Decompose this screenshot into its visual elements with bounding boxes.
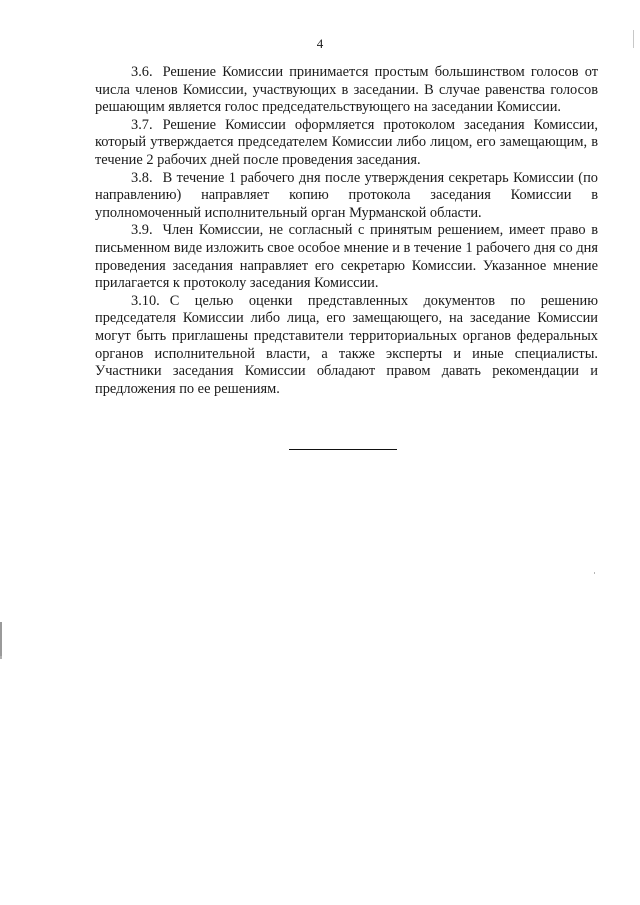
paragraph-text: В течение 1 рабочего дня после утверждения секретарь Комиссии (по направлению) направляет копию протокола заседания Комиссии в уполномоченный исполнительный орган Мурманской области. — [95, 169, 598, 221]
paragraph-text: Решение Комиссии принимается простым большинством голосов от числа членов Комиссии, участвующих в заседании. В случае равенства голосов решающим является голос председательствующего на заседании Комиссии. — [95, 64, 598, 116]
paragraph-3-7 — [95, 117, 598, 170]
scan-edge-dot-left — [0, 656, 2, 659]
paragraph-number: 3.8. — [131, 169, 153, 186]
scan-edge-mark-top — [633, 30, 634, 48]
paragraph-text: С целью оценки представленных документов по решению председателя Комиссии либо лица, его замещающего, на заседание Комиссии могут быть приглашены представители территориальных органов федеральных органов исполнительной власти, а также эксперты и иные специалисты. Участники заседания Комиссии обладают правом давать рекомендации и предложения по ее решениям. — [95, 292, 598, 397]
paragraph-3-8 — [95, 170, 598, 223]
page-number: 4 — [316, 36, 324, 51]
paragraph-3-10 — [95, 293, 598, 399]
paragraph-3-9 — [95, 222, 598, 292]
paragraph-number: 3.6. — [131, 64, 153, 80]
paragraph-number: 3.10. — [131, 292, 160, 309]
scan-artifact-dot — [594, 572, 595, 574]
scan-edge-mark-left — [0, 622, 2, 656]
paragraph-number: 3.7. — [131, 116, 153, 133]
paragraph-text: Член Комиссии, не согласный с принятым решением, имеет право в письменном виде изложить свое особое мнение и в течение 1 рабочего дня со дня проведения заседания направляет его секретарю Комиссии. Указанное мнение прилагается к протоколу заседания Комиссии. — [95, 222, 598, 292]
paragraph-number: 3.9. — [131, 222, 153, 239]
end-of-document-rule — [289, 449, 397, 450]
paragraph-text: Решение Комиссии оформляется протоколом заседания Комиссии, который утверждается председателем Комиссии либо лицом, его замещающим, в течение 2 рабочих дней после проведения заседания. — [95, 116, 598, 168]
document-body — [95, 64, 598, 398]
paragraph-3-6 — [95, 64, 598, 117]
